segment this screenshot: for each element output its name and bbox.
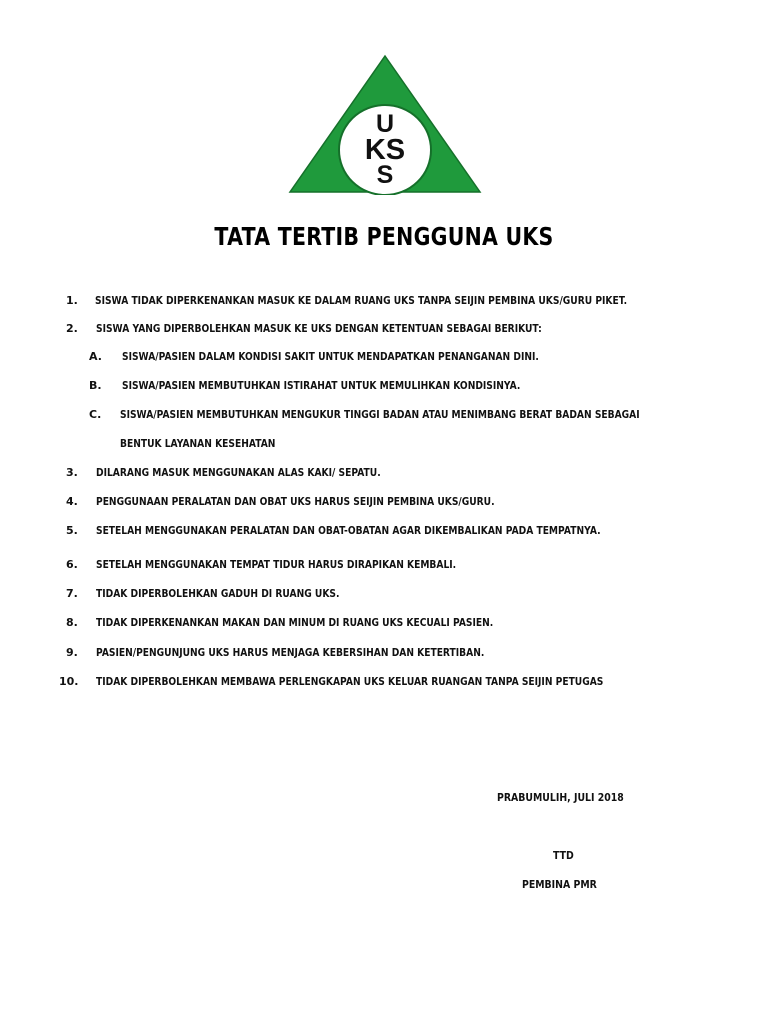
subrule-marker: C. xyxy=(89,408,102,421)
rule-text: SETELAH MENGGUNAKAN PERALATAN DAN OBAT-OBATAN AGAR DIKEMBALIKAN PADA TEMPATNYA. xyxy=(96,524,601,537)
rule-marker: 6. xyxy=(66,558,78,571)
subrule-text: SISWA/PASIEN MEMBUTUHKAN MENGUKUR TINGGI BADAN ATAU MENIMBANG BERAT BADAN SEBAGAI xyxy=(120,408,640,421)
logo-letter-middle: KS xyxy=(364,134,406,166)
rule-marker: 5. xyxy=(66,524,78,537)
rule-marker: 1. xyxy=(66,294,78,307)
signature-ttd: TTD xyxy=(553,849,574,862)
rule-text: PASIEN/PENGUNJUNG UKS HARUS MENJAGA KEBERSIHAN DAN KETERTIBAN. xyxy=(96,646,485,659)
subrule-text-continuation: BENTUK LAYANAN KESEHATAN xyxy=(120,437,276,450)
place-date: PRABUMULIH, JULI 2018 xyxy=(497,791,624,804)
rule-marker: 8. xyxy=(66,616,78,629)
rule-marker: 3. xyxy=(66,466,78,479)
logo-letter-top: U xyxy=(375,110,395,138)
rule-marker: 4. xyxy=(66,495,78,508)
rule-text: PENGGUNAAN PERALATAN DAN OBAT UKS HARUS SEIJIN PEMBINA UKS/GURU. xyxy=(96,495,495,508)
subrule-text: SISWA/PASIEN DALAM KONDISI SAKIT UNTUK MENDAPATKAN PENANGANAN DINI. xyxy=(122,350,539,363)
rule-text: TIDAK DIPERKENANKAN MAKAN DAN MINUM DI RUANG UKS KECUALI PASIEN. xyxy=(96,616,494,629)
rule-marker: 10. xyxy=(59,675,79,688)
rule-marker: 9. xyxy=(66,646,78,659)
rule-text: TIDAK DIPERBOLEHKAN GADUH DI RUANG UKS. xyxy=(96,587,340,600)
rule-text: SETELAH MENGGUNAKAN TEMPAT TIDUR HARUS DIRAPIKAN KEMBALI. xyxy=(96,558,457,571)
rule-text: SISWA TIDAK DIPERKENANKAN MASUK KE DALAM RUANG UKS TANPA SEIJIN PEMBINA UKS/GURU PIKET. xyxy=(95,294,628,307)
subrule-marker: B. xyxy=(89,379,102,392)
rule-text: SISWA YANG DIPERBOLEHKAN MASUK KE UKS DENGAN KETENTUAN SEBAGAI BERIKUT: xyxy=(96,322,542,335)
rule-text: DILARANG MASUK MENGGUNAKAN ALAS KAKI/ SEPATU. xyxy=(96,466,381,479)
subrule-marker: A. xyxy=(89,350,102,363)
rule-marker: 7. xyxy=(66,587,78,600)
logo-letter-bottom: S xyxy=(376,161,394,189)
uks-logo xyxy=(287,53,483,195)
page-title: TATA TERTIB PENGGUNA UKS xyxy=(214,222,554,251)
subrule-text: SISWA/PASIEN MEMBUTUHKAN ISTIRAHAT UNTUK MEMULIHKAN KONDISINYA. xyxy=(122,379,521,392)
signer-title: PEMBINA PMR xyxy=(522,878,597,891)
rule-text: TIDAK DIPERBOLEHKAN MEMBAWA PERLENGKAPAN UKS KELUAR RUANGAN TANPA SEIJIN PETUGAS xyxy=(96,675,604,688)
rule-marker: 2. xyxy=(66,322,78,335)
uks-logo-graphic xyxy=(287,53,483,195)
